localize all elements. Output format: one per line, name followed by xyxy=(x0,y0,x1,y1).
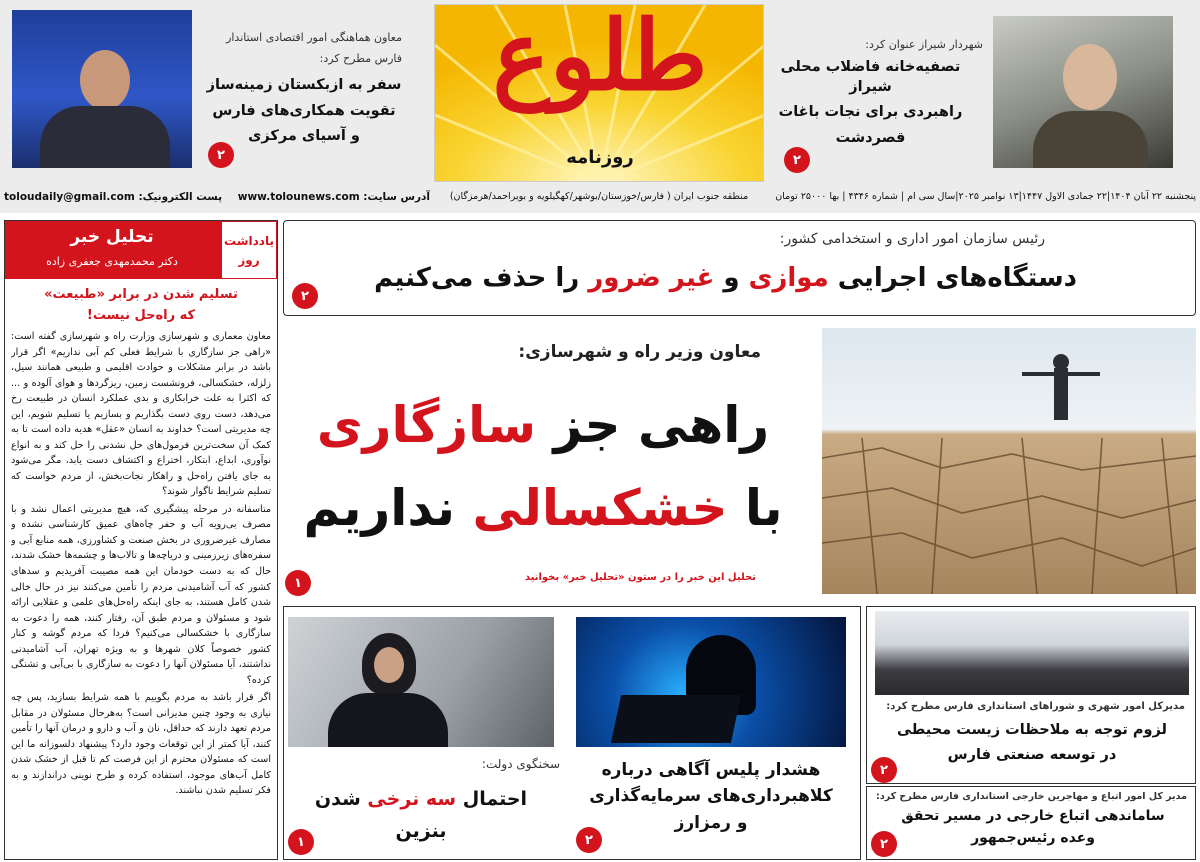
top-right-title: تصفیه‌خانه فاضلاب محلی شیراز راهبردی برای نجات باغات قصردشت xyxy=(778,59,963,146)
main-headline-title: دستگاه‌های اجرایی موازی و غیر ضرور را حذف می‌کنیم xyxy=(374,263,1077,293)
environment-kicker: مدیرکل امور شهری و شوراهای استانداری فارس مطرح کرد: xyxy=(886,701,1185,712)
region-line: منطقه جنوب ایران ( فارس/خوزستان/بوشهر/کهگیلویه و بویراحمد/هرمزگان) xyxy=(449,191,749,202)
deputy-photo xyxy=(12,10,192,168)
group-photo xyxy=(875,611,1189,695)
top-right-kicker: شهردار شیراز عنوان کرد: xyxy=(865,38,983,51)
page-badge: ۲ xyxy=(784,147,810,173)
site-link[interactable]: www.tolounews.com xyxy=(237,191,360,203)
spokes-kicker: سخنگوی دولت: xyxy=(481,757,560,771)
lead-story[interactable] xyxy=(283,324,1196,596)
spokes-title: احتمال سه نرخی شدن بنزین xyxy=(314,788,528,843)
main-headline-kicker: رئیس سازمان امور اداری و استخدامی کشور: xyxy=(779,231,1045,247)
column-tag: یادداشت روز xyxy=(221,221,277,279)
page-badge: ۱ xyxy=(288,829,314,855)
lead-note: تحلیل این خبر را در ستون «تحلیل خبر» بخوانید xyxy=(524,572,756,583)
top-left-kicker: معاون هماهنگی امور اقتصادی استاندار فارس مطرح کرد: xyxy=(226,31,402,65)
main-headline-box[interactable] xyxy=(283,220,1196,316)
foreign-title: ساماندهی اتباع خارجی در مسیر تحقق وعده رئیس‌جمهور xyxy=(901,808,1165,846)
top-right-story[interactable] xyxy=(768,4,1198,182)
mayor-photo xyxy=(993,16,1173,168)
page-badge: ۲ xyxy=(208,142,234,168)
top-left-title: سفر به ازبکستان زمینه‌ساز تقویت همکاری‌های فارس و آسیای مرکزی xyxy=(206,77,402,145)
column-header xyxy=(5,221,277,279)
lead-title: راهی جز سازگاری با خشکسالی نداریم xyxy=(303,396,783,537)
police-story[interactable] xyxy=(283,606,861,860)
foreign-story[interactable] xyxy=(866,786,1196,860)
column-author: دکتر محمدمهدی جعفری زاده xyxy=(46,255,178,268)
top-left-story[interactable] xyxy=(4,4,432,182)
date-line: پنجشنبه ۲۲ آبان ۱۴۰۴|۲۲ جمادی الاول ۱۴۴۷|۱۳ نوامبر ۲۰۲۵|سال سی ام | شماره ۴۳۴۶ | بها ۲۵۰۰۰ تومان xyxy=(775,191,1196,202)
cracked-earth-icon xyxy=(822,328,1196,594)
site-block: آدرس سایت: www.tolounews.com xyxy=(237,191,430,203)
logo-text: طلوع xyxy=(492,4,708,112)
column-body: معاون معماری و شهرسازی وزارت راه و شهرسازی گفته است: «راهی جز سازگاری با شرایط فعلی کم آبی نداریم» اگر قرار باشد در برابر مشکلات و حوادث اقلیمی و طبیعی همانند سیل، زلزله، خشکسالی، فرونشست زمین، ریزگردها و هوای آلوده و ... که اکثرا به علت خرابکاری و بدی عملکرد انسان در طبیعت رخ می‌دهد، دست روی دست بگذاریم و بسازیم یا تسلیم شویم، این چه مدیریتی است؟ خداوند به انسان «عقل» هدیه داده است تا به کمک آن سخت‌ترین فرمول‌های حل نشدنی را حل کند و به انواع نوآوری، ابداع، ابتکار، اختراع و اکتشاف دست یابد، مگر می‌شود به جای یافتن راه‌حل و راهکار نجات‌بخش، از مردم خواست که تسلیم شرایط ناگوار شوند؟ متاسفانه در مرحله پیشگیری که، هیچ مدیریتی اعمال نشد و با مصرف بی‌رویه آب و حفر چاه‌های عمیق کارشناسی نشده و مصارف غیرضروری در بخش صنعت و کشاورزی، همه منابع آبی و سفره‌های زیرزمینی و دریاچه‌ها و تالاب‌ها و چشمه‌ها خشک شدند، حال که به دست خودمان این همه مصیبت آفریدیم و سدهای کشور که آب آشامیدنی مردم را تأمین می‌کنند نیز در حال خالی شدن کامل هستند، به جای اینکه راه‌حل‌های علمی و عقلایی ارائه شود و مسئولان و مردم طبق آن، رفتار کنند، همه را دعوت به سازگاری با خشکسالی می‌کنیم؟ فردا که مردم گوشه و کنار کشور خصوصاً کلان شهرها و به ویژه تهران، آب آشامیدنی نداشتند، آیا مسئولان آنها را دعوت به سازگاری با بی‌آبی و تشنگی کرده؟ اگر قرار باشد به مردم بگوییم با همه شرایط بسازید، پس چه نیازی به وجود چنین مدیرانی است؟ به‌هرحال مسئولان در مقابل مردم تعهد دارند که حداقل، نان و آب و دارو و درمان آنها را تأمین کنند، آیا کمتر از این توقعات وجود دارد؟ پیشنهاد دلسوزانه ما این است که مسئولان محترم از این فرصت کم تا قبل از خشک شدن کامل آب‌های موجود، استفاده کرده و طرح نوینی دراندازند و به فکر تسلیم شدن نباشند. xyxy=(11,331,271,797)
masthead-logo xyxy=(434,4,764,182)
foreign-kicker: مدیر کل امور اتباع و مهاجرین خارجی استانداری فارس مطرح کرد: xyxy=(876,791,1187,802)
lead-kicker: معاون وزیر راه و شهرسازی: xyxy=(518,342,761,362)
contact-line xyxy=(4,186,430,208)
drought-photo xyxy=(822,328,1196,594)
column-headline: تسلیم شدن در برابر «طبیعت» که راه‌حل نیست! xyxy=(44,287,238,323)
logo-subtitle: روزنامه xyxy=(566,147,634,168)
page-badge: ۲ xyxy=(576,827,602,853)
environment-title: لزوم توجه به ملاحظات زیست محیطی در توسعه صنعتی فارس xyxy=(897,722,1167,763)
opinion-column[interactable] xyxy=(4,220,278,860)
email-link[interactable]: toloudaily@gmail.com xyxy=(4,191,135,203)
environment-story[interactable] xyxy=(866,606,1196,784)
police-title: هشدار پلیس آگاهی درباره کلاهبرداری‌های سرمایه‌گذاری و رمزارز xyxy=(589,760,833,833)
page-badge: ۲ xyxy=(871,757,897,783)
page-badge: ۲ xyxy=(292,283,318,309)
column-title: تحلیل خبر xyxy=(70,227,154,247)
page-badge: ۲ xyxy=(871,831,897,857)
page-badge: ۱ xyxy=(285,570,311,596)
email-block: پست الکترونیک: toloudaily@gmail.com xyxy=(4,191,223,203)
hacker-photo xyxy=(576,617,846,747)
spokes-photo xyxy=(288,617,554,747)
